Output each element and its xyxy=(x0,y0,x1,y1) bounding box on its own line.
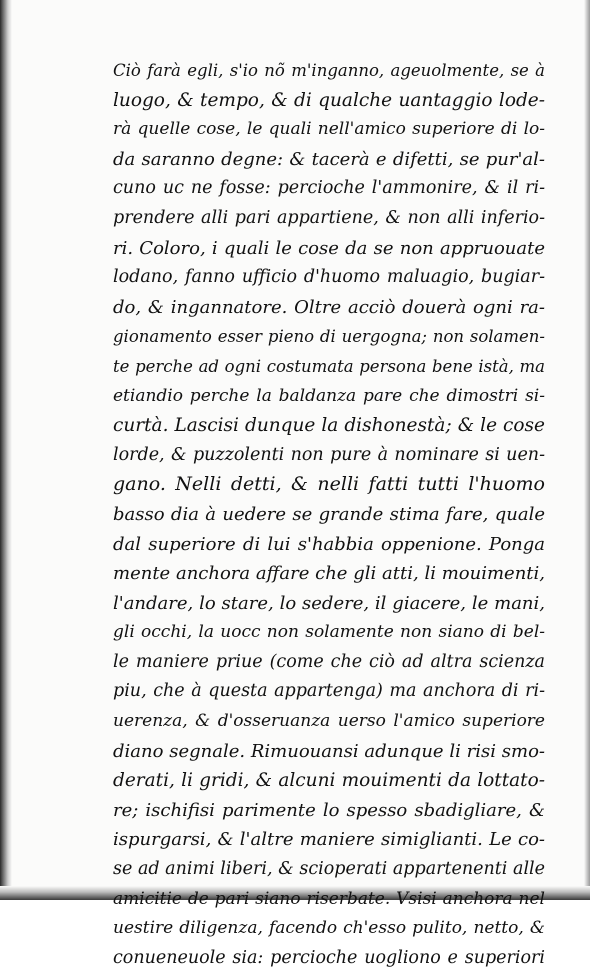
text-line: lorde, & puzzolenti non pure à nominare si uen- xyxy=(113,444,545,465)
text-line: ri. Coloro, i quali le cose da se non appruouate xyxy=(113,237,545,259)
text-line: l'andare, lo stare, lo sedere, il giacere, le mani, xyxy=(113,592,545,614)
body-text xyxy=(113,56,545,973)
text-line: diano segnale. Rimuouansi adunque li risi smo- xyxy=(113,740,545,762)
text-line: prendere alli pari appartiene, & non alli inferio- xyxy=(113,207,545,228)
text-line: gli occhi, la uocc non solamente non siano di bel- xyxy=(113,622,545,643)
text-line: piu, che à questa appartenga) ma anchora di ri- xyxy=(113,681,545,702)
text-line: uerenza, & d'osseruanza uerso l'amico superiore xyxy=(113,711,545,732)
text-line: ispurgarsi, & l'altre maniere simiglianti. Le co- xyxy=(113,829,545,851)
text-line: amicitie de pari siano riserbate. Vsisi anchora nel xyxy=(113,888,545,909)
page-edge-shadow xyxy=(584,0,590,900)
text-line: etiandio perche la baldanza pare che dimostri si- xyxy=(113,385,545,406)
text-line: curtà. Lascisi dunque la dishonestà; & le cose xyxy=(113,415,545,437)
text-line: conueneuole sia: percioche uogliono e superiori xyxy=(113,947,545,968)
text-line: do, & ingannatore. Oltre acciò douerà ogni ra- xyxy=(113,296,545,318)
text-line: dal superiore di lui s'habbia oppenione. Ponga xyxy=(113,533,545,555)
text-line: te perche ad ogni costumata persona bene istà, ma xyxy=(113,356,545,376)
text-line: lodano, fanno ufficio d'huomo maluagio, bugiar- xyxy=(113,267,545,288)
text-line: da saranno degne: & tacerà e difetti, se pur'al- xyxy=(113,148,545,170)
text-line: basso dia à uedere se grande stima fare, quale xyxy=(113,503,545,525)
page-gutter-shadow xyxy=(0,0,12,900)
text-line: cuno uc ne fosse: percioche l'ammonire, & il ri- xyxy=(113,178,545,199)
text-line: rà quelle cose, le quali nell'amico superiore di lo- xyxy=(113,119,545,140)
text-line: derati, li gridi, & alcuni mouimenti da lottato- xyxy=(113,770,545,792)
text-line: le maniere priue (come che ciò ad altra scienza xyxy=(113,651,545,672)
text-line: gano. Nelli detti, & nelli fatti tutti l'huomo xyxy=(113,473,545,496)
text-line: mente anchora affare che gli atti, li mouimenti, xyxy=(113,563,545,585)
text-line: re; ischifisi parimente lo spesso sbadigliare, & xyxy=(113,799,545,821)
text-line: gionamento esser pieno di uergogna; non solamen- xyxy=(113,327,545,347)
text-line: uestire diligenza, facendo ch'esso pulito, netto, & xyxy=(113,918,545,939)
text-line: Ciò farà egli, s'io nõ m'inganno, ageuolmente, se à xyxy=(113,61,545,80)
text-line: luogo, & tempo, & di qualche uantaggio lode- xyxy=(113,89,545,111)
text-line: se ad animi liberi, & scioperati appartenenti alle xyxy=(113,859,545,880)
